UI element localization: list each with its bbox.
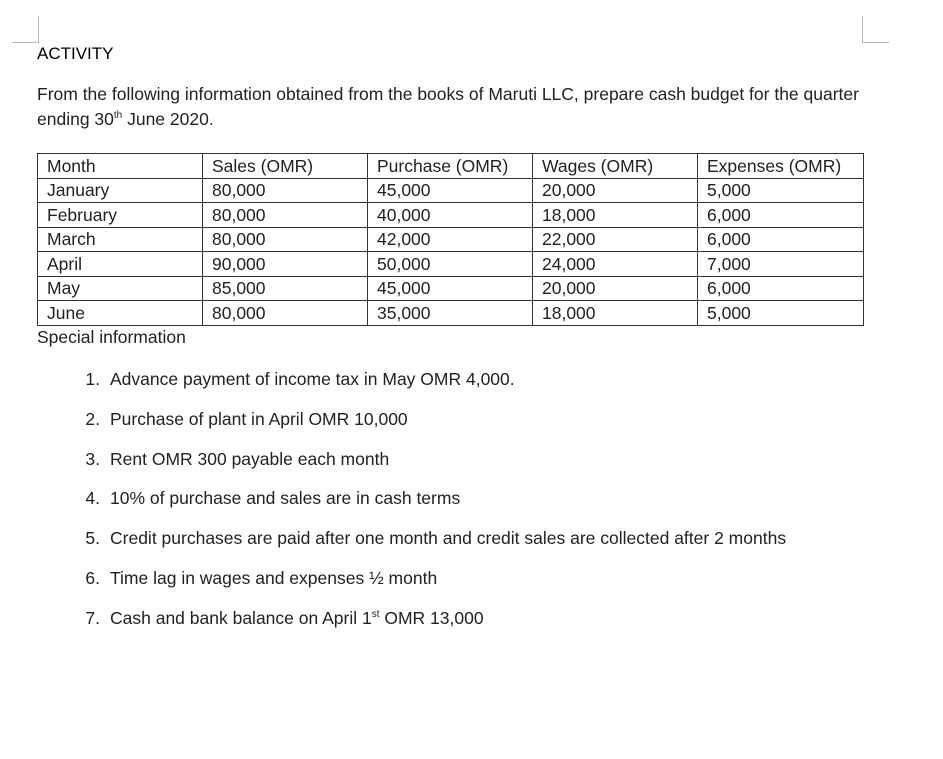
cell-sales: 80,000 bbox=[203, 178, 368, 203]
cell-sales: 80,000 bbox=[203, 203, 368, 228]
list-item-number: 3. bbox=[85, 448, 100, 469]
table-row bbox=[38, 227, 864, 252]
cell-expenses: 6,000 bbox=[698, 227, 864, 252]
cell-sales: 80,000 bbox=[203, 227, 368, 252]
cell-month: June bbox=[38, 301, 203, 326]
special-information-list bbox=[37, 367, 786, 646]
cell-purchase: 50,000 bbox=[368, 252, 533, 277]
list-item-text: Rent OMR 300 payable each month bbox=[110, 448, 390, 469]
list-item bbox=[37, 486, 786, 526]
intro-text-after: June 2020. bbox=[122, 109, 214, 129]
list-item-number: 1. bbox=[85, 369, 100, 389]
cell-sales: 90,000 bbox=[203, 252, 368, 277]
table-row bbox=[38, 301, 864, 326]
header-month: Month bbox=[38, 154, 203, 179]
table-header-row bbox=[38, 154, 864, 179]
header-expenses: Expenses (OMR) bbox=[698, 154, 864, 179]
budget-data-table bbox=[37, 153, 864, 326]
cell-purchase: 45,000 bbox=[368, 276, 533, 301]
cell-purchase: 42,000 bbox=[368, 227, 533, 252]
cell-month: May bbox=[38, 276, 203, 301]
list-item bbox=[37, 566, 786, 606]
cell-purchase: 45,000 bbox=[368, 178, 533, 203]
list-item bbox=[37, 606, 786, 646]
list-item-text-before: Cash and bank balance on April 1 bbox=[110, 607, 372, 628]
intro-text-before: From the following information obtained from the books of Maruti LLC, prepare cash budget for the quarter ending 30 bbox=[37, 84, 859, 129]
list-item bbox=[37, 526, 786, 566]
cell-month: April bbox=[38, 252, 203, 277]
header-wages: Wages (OMR) bbox=[533, 154, 698, 179]
cell-expenses: 6,000 bbox=[698, 276, 864, 301]
table-row bbox=[38, 276, 864, 301]
cell-purchase: 40,000 bbox=[368, 203, 533, 228]
table-row bbox=[38, 252, 864, 277]
cell-purchase: 35,000 bbox=[368, 301, 533, 326]
cell-wages: 22,000 bbox=[533, 227, 698, 252]
cell-expenses: 5,000 bbox=[698, 301, 864, 326]
list-item-number: 5. bbox=[85, 528, 100, 549]
activity-heading: ACTIVITY bbox=[37, 44, 114, 63]
list-item-text: Credit purchases are paid after one month and credit sales are collected after 2 months bbox=[110, 528, 787, 549]
header-sales: Sales (OMR) bbox=[203, 154, 368, 179]
page-corner-mark-left bbox=[12, 16, 39, 43]
list-item-text: Advance payment of income tax in May OMR 4,000. bbox=[110, 369, 515, 389]
list-item-number: 2. bbox=[85, 408, 100, 429]
cell-expenses: 5,000 bbox=[698, 178, 864, 203]
intro-paragraph bbox=[37, 82, 877, 132]
list-item-text: Purchase of plant in April OMR 10,000 bbox=[110, 408, 408, 429]
cell-sales: 85,000 bbox=[203, 276, 368, 301]
cell-expenses: 7,000 bbox=[698, 252, 864, 277]
list-item bbox=[37, 447, 786, 487]
list-item-text-after: OMR 13,000 bbox=[379, 607, 484, 628]
table-row bbox=[38, 203, 864, 228]
cell-month: February bbox=[38, 203, 203, 228]
cell-wages: 20,000 bbox=[533, 178, 698, 203]
list-item-text bbox=[100, 606, 484, 630]
list-item-number: 6. bbox=[85, 567, 100, 588]
list-item-number: 4. bbox=[85, 488, 100, 509]
cell-wages: 18,000 bbox=[533, 301, 698, 326]
list-item-text: Time lag in wages and expenses ½ month bbox=[110, 567, 438, 588]
cell-expenses: 6,000 bbox=[698, 203, 864, 228]
cell-month: March bbox=[38, 227, 203, 252]
cell-month: January bbox=[38, 178, 203, 203]
cell-wages: 18,000 bbox=[533, 203, 698, 228]
list-item-number: 7. bbox=[85, 607, 100, 628]
intro-superscript: th bbox=[113, 110, 123, 121]
list-item-superscript: st bbox=[371, 608, 380, 620]
list-item-text: 10% of purchase and sales are in cash terms bbox=[110, 488, 461, 509]
cell-wages: 20,000 bbox=[533, 276, 698, 301]
header-purchase: Purchase (OMR) bbox=[368, 154, 533, 179]
cell-wages: 24,000 bbox=[533, 252, 698, 277]
page-corner-mark-right bbox=[862, 16, 889, 43]
list-item bbox=[37, 407, 786, 447]
table-row bbox=[38, 178, 864, 203]
cell-sales: 80,000 bbox=[203, 301, 368, 326]
list-item bbox=[37, 367, 786, 407]
special-information-title: Special information bbox=[37, 327, 186, 347]
